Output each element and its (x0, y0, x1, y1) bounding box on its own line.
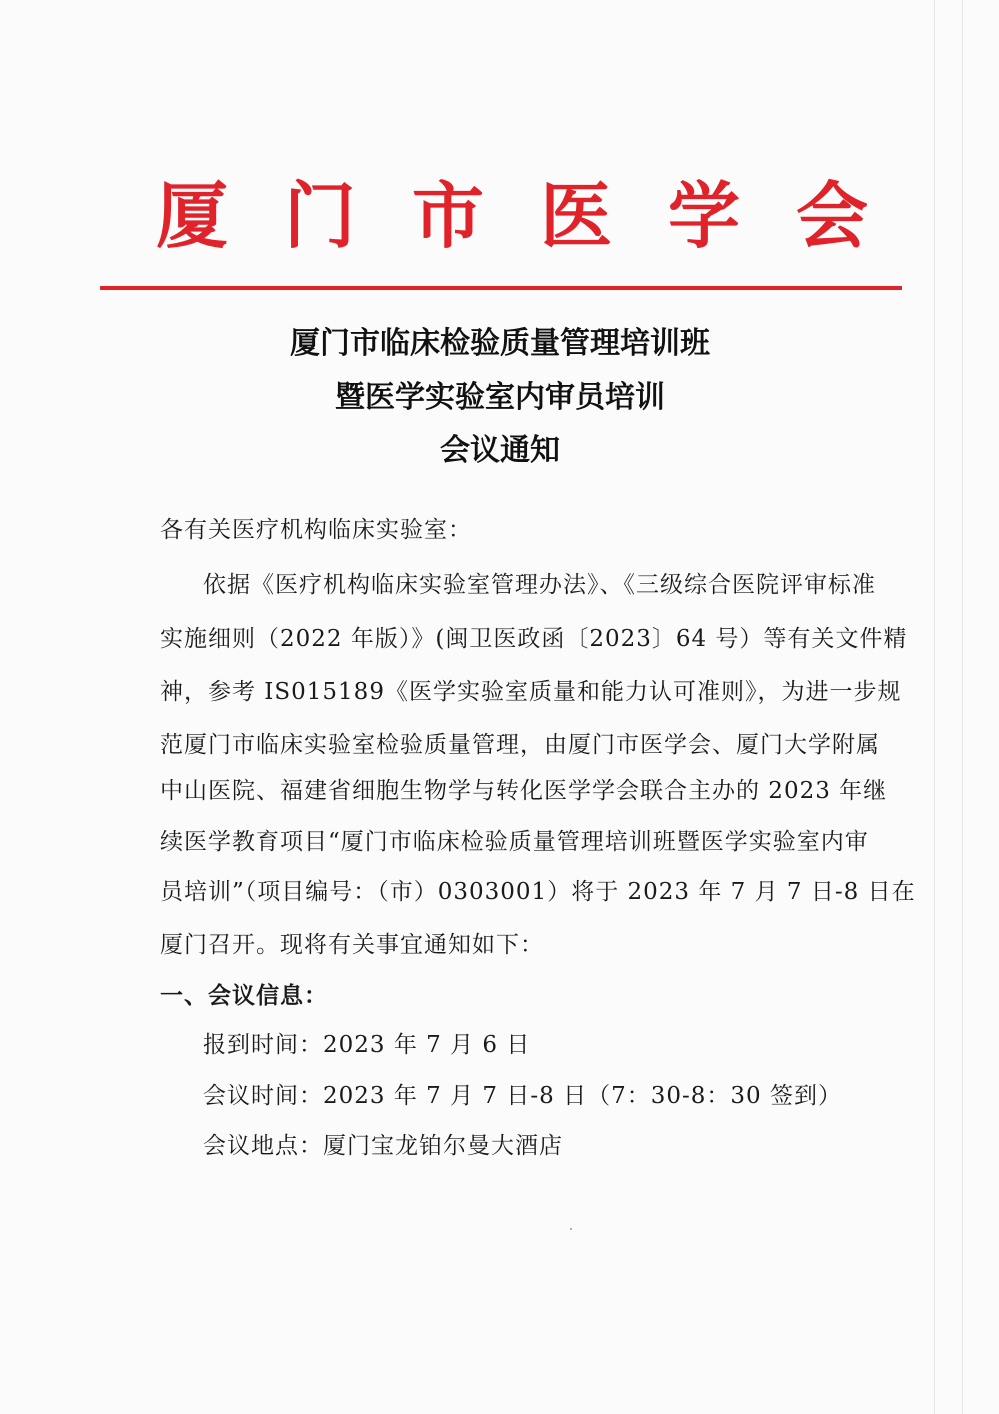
body-line: 厦门召开。现将有关事宜通知如下： (160, 932, 544, 958)
scan-speck (570, 1228, 572, 1230)
meeting-checkin-time: 报到时间：2023 年 7 月 6 日 (203, 1032, 531, 1058)
header-red-rule (100, 286, 902, 290)
body-line: 中山医院、福建省细胞生物学与转化医学学会联合主办的 2023 年继 (160, 778, 888, 804)
body-line: 依据《医疗机构临床实验室管理办法》、《三级综合医院评审标准 (203, 572, 876, 598)
body-line: 范厦门市临床实验室检验质量管理，由厦门市医学会、厦门大学附属 (160, 732, 880, 758)
body-line: 员培训”（项目编号：（市）0303001）将于 2023 年 7 月 7 日-8 日在 (160, 879, 916, 905)
body-line: 实施细则（2022 年版）》(闽卫医政函〔2023〕64 号）等有关文件精 (160, 626, 908, 652)
meeting-location: 会议地点：厦门宝龙铂尔曼大酒店 (203, 1133, 563, 1159)
scan-edge-line (962, 0, 963, 1414)
document-title-line-3: 会议通知 (440, 433, 560, 468)
body-line: 续医学教育项目“厦门市临床检验质量管理培训班暨医学实验室内审 (160, 829, 869, 855)
organization-header: 厦门市医学会 (156, 173, 925, 258)
document-title-line-2: 暨医学实验室内审员培训 (335, 380, 665, 415)
body-line: 神，参考 IS015189《医学实验室质量和能力认可准则》，为进一步规 (160, 679, 902, 705)
scan-edge-line (934, 0, 935, 1414)
section-heading-meeting-info: 一、会议信息： (160, 982, 328, 1009)
document-title-line-1: 厦门市临床检验质量管理培训班 (290, 326, 710, 361)
salutation: 各有关医疗机构临床实验室： (160, 517, 472, 543)
meeting-time: 会议时间：2023 年 7 月 7 日-8 日（7：30-8：30 签到） (203, 1083, 842, 1109)
